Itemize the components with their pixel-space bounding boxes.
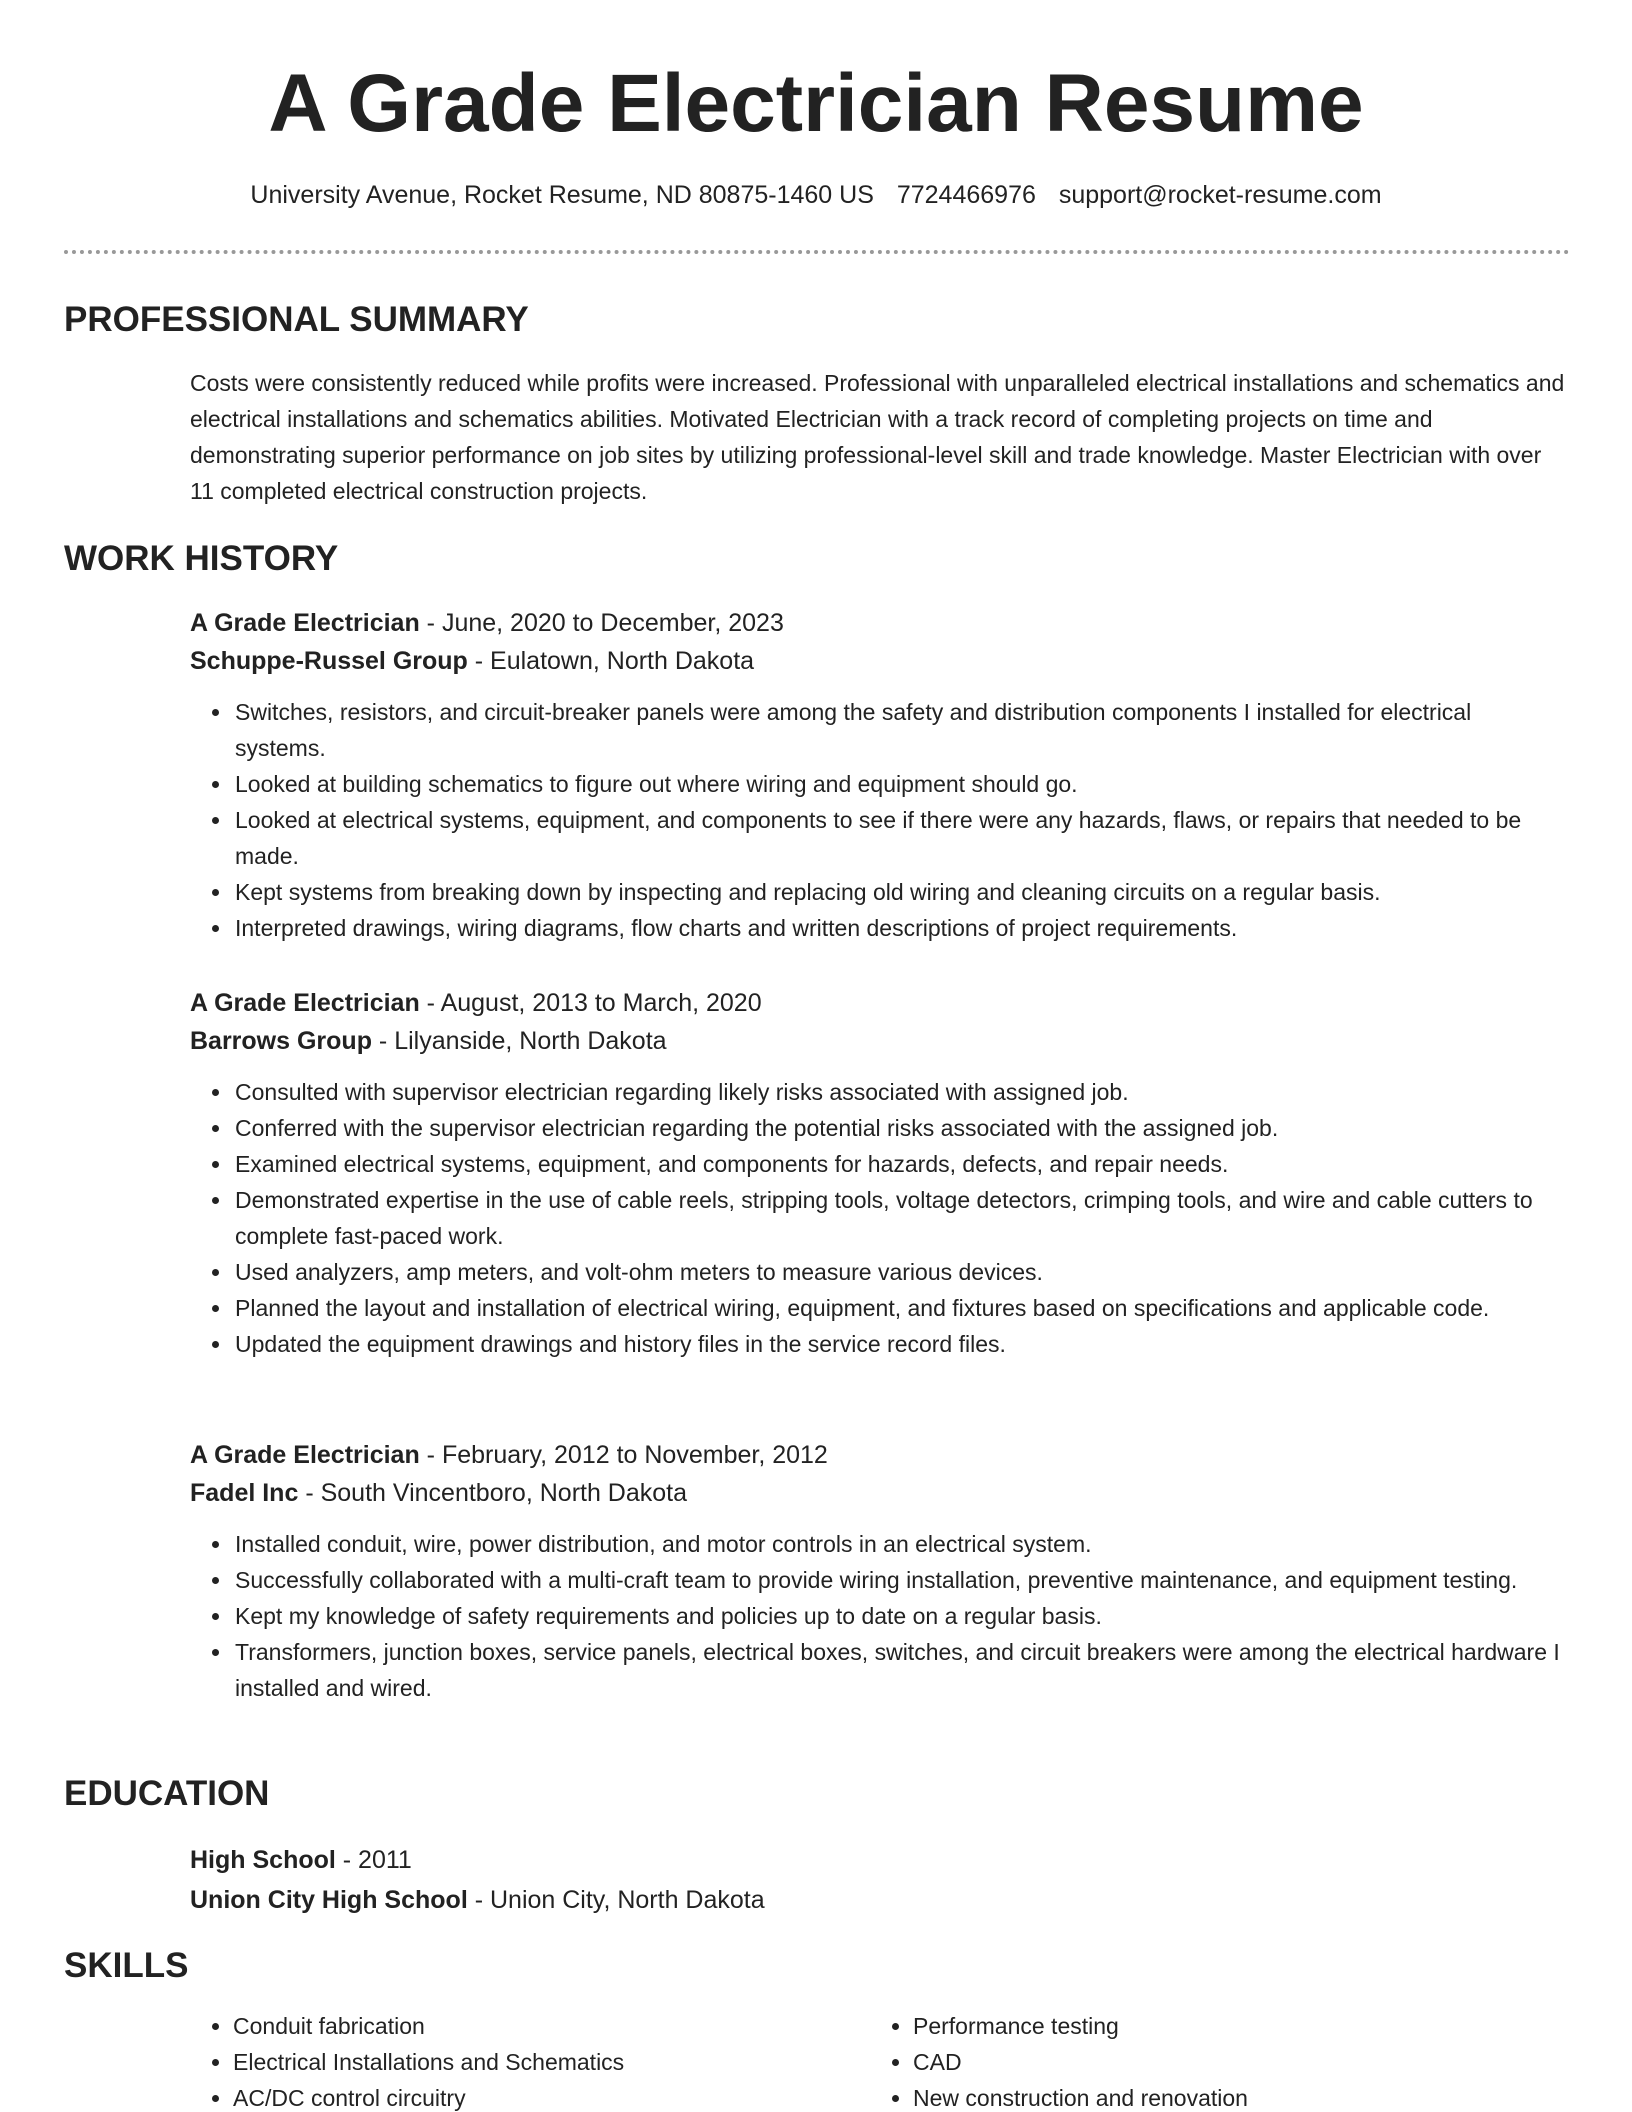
job-position: A Grade Electrician bbox=[190, 989, 420, 1017]
job-bullet: • Examined electrical systems, equipment, and components for hazards, defects, and repair needs. bbox=[233, 1146, 1568, 1182]
job-bullet: • Switches, resistors, and circuit-breaker panels were among the safety and distribution components I installed for electrical systems. bbox=[233, 694, 1568, 766]
contact-email: support@rocket-resume.com bbox=[1058, 181, 1382, 209]
skills-list bbox=[190, 2008, 1568, 2112]
education-location: - Union City, North Dakota bbox=[467, 1886, 765, 1914]
job-dates: - June, 2020 to December, 2023 bbox=[419, 609, 784, 637]
job-location: - Lilyanside, North Dakota bbox=[371, 1027, 667, 1055]
job-position: A Grade Electrician bbox=[190, 1441, 420, 1469]
contact-line bbox=[0, 178, 1632, 212]
job-dates: - February, 2012 to November, 2012 bbox=[419, 1441, 828, 1469]
header-divider bbox=[64, 250, 1570, 254]
job-bullet: • Conferred with the supervisor electrician regarding the potential risks associated with the assigned job. bbox=[233, 1110, 1568, 1146]
education-degree: High School bbox=[190, 1846, 336, 1874]
skills-heading: SKILLS bbox=[64, 1946, 189, 1985]
summary-block bbox=[190, 365, 1568, 509]
job-entry bbox=[190, 604, 1568, 946]
job-bullet: • Transformers, junction boxes, service panels, electrical boxes, switches, and circuit breakers were among the electrical hardware I installed and wired. bbox=[233, 1634, 1568, 1706]
education-year: - 2011 bbox=[335, 1846, 412, 1874]
summary-heading: PROFESSIONAL SUMMARY bbox=[64, 300, 529, 339]
job-company: Schuppe-Russel Group bbox=[190, 647, 468, 675]
job-bullets bbox=[190, 694, 1568, 946]
job-dates: - August, 2013 to March, 2020 bbox=[419, 989, 762, 1017]
job-title-line bbox=[190, 604, 1568, 642]
job-bullet: • Kept systems from breaking down by inspecting and replacing old wiring and cleaning circuits on a regular basis. bbox=[233, 874, 1568, 910]
education-degree-line bbox=[190, 1840, 1568, 1880]
job-location: - South Vincentboro, North Dakota bbox=[298, 1479, 688, 1507]
job-company-line bbox=[190, 642, 1568, 680]
job-bullet: • Consulted with supervisor electrician regarding likely risks associated with assigned job. bbox=[233, 1074, 1568, 1110]
job-bullet: • Used analyzers, amp meters, and volt-ohm meters to measure various devices. bbox=[233, 1254, 1568, 1290]
job-title-line bbox=[190, 1436, 1568, 1474]
job-bullet: • Interpreted drawings, wiring diagrams, flow charts and written descriptions of project requirements. bbox=[233, 910, 1568, 946]
job-bullet: • Planned the layout and installation of electrical wiring, equipment, and fixtures based on specifications and applicable code. bbox=[233, 1290, 1568, 1326]
education-school: Union City High School bbox=[190, 1886, 468, 1914]
skills-column-left bbox=[190, 2008, 870, 2112]
skill-item: • Electrical Installations and Schematics bbox=[233, 2044, 870, 2080]
job-bullet: • Looked at building schematics to figure out where wiring and equipment should go. bbox=[233, 766, 1568, 802]
skill-item: • CAD bbox=[913, 2044, 1550, 2080]
contact-address: University Avenue, Rocket Resume, ND 80875-1460 US bbox=[250, 181, 874, 209]
job-company-line bbox=[190, 1022, 1568, 1060]
education-school-line bbox=[190, 1880, 1568, 1920]
job-bullet: • Installed conduit, wire, power distribution, and motor controls in an electrical system. bbox=[233, 1526, 1568, 1562]
job-company-line bbox=[190, 1474, 1568, 1512]
job-bullet: • Demonstrated expertise in the use of cable reels, stripping tools, voltage detectors, crimping tools, and wire and cable cutters to complete fast-paced work. bbox=[233, 1182, 1568, 1254]
skills-column-right bbox=[870, 2008, 1550, 2112]
job-bullets bbox=[190, 1526, 1568, 1706]
skill-item: • New construction and renovation bbox=[913, 2080, 1550, 2112]
skill-item: • Conduit fabrication bbox=[233, 2008, 870, 2044]
job-entry bbox=[190, 984, 1568, 1362]
job-bullets bbox=[190, 1074, 1568, 1362]
job-bullet: • Successfully collaborated with a multi-craft team to provide wiring installation, preventive maintenance, and equipment testing. bbox=[233, 1562, 1568, 1598]
contact-phone: 7724466976 bbox=[896, 181, 1036, 209]
education-entry bbox=[190, 1840, 1568, 1920]
job-entry bbox=[190, 1436, 1568, 1706]
job-bullet: • Looked at electrical systems, equipment, and components to see if there were any hazards, flaws, or repairs that needed to be made. bbox=[233, 802, 1568, 874]
job-location: - Eulatown, North Dakota bbox=[467, 647, 755, 675]
resume-header bbox=[0, 0, 1632, 212]
job-title-line bbox=[190, 984, 1568, 1022]
job-bullet: • Kept my knowledge of safety requirements and policies up to date on a regular basis. bbox=[233, 1598, 1568, 1634]
resume-name: A Grade Electrician Resume bbox=[268, 58, 1364, 149]
work-history-heading: WORK HISTORY bbox=[64, 539, 339, 578]
summary-text: Costs were consistently reduced while profits were increased. Professional with unparalleled electrical installations and schematics and electrical installations and schematics abilities. Motivated Electrician with a track record of completing projects on time and demonstrating superior performance on job sites by utilizing professional-level skill and trade knowledge. Master Electrician with over 11 completed electrical construction projects. bbox=[190, 370, 1565, 504]
job-company: Fadel Inc bbox=[190, 1479, 299, 1507]
skill-item: • AC/DC control circuitry bbox=[233, 2080, 870, 2112]
skill-item: • Performance testing bbox=[913, 2008, 1550, 2044]
job-position: A Grade Electrician bbox=[190, 609, 420, 637]
job-bullet: • Updated the equipment drawings and history files in the service record files. bbox=[233, 1326, 1568, 1362]
job-company: Barrows Group bbox=[190, 1027, 372, 1055]
education-heading: EDUCATION bbox=[64, 1774, 270, 1813]
